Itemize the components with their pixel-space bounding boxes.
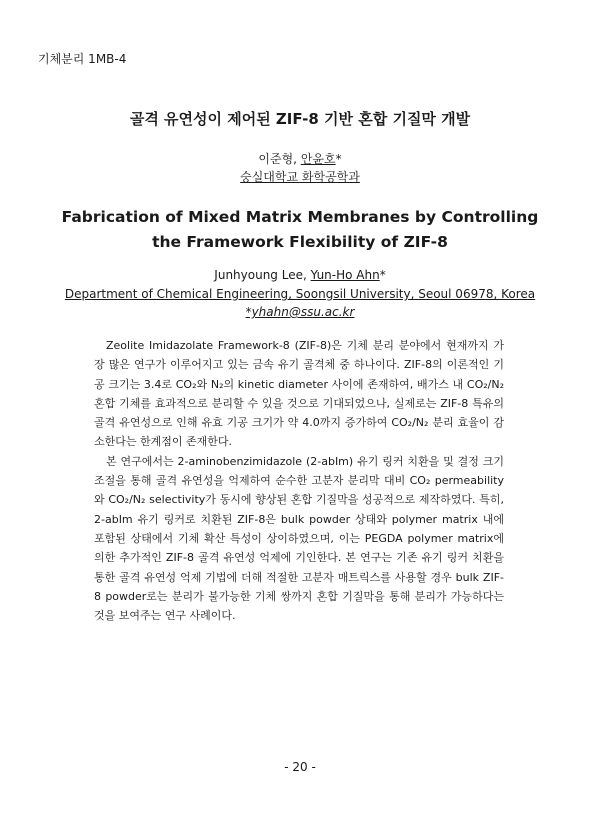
- authors-english: [0, 268, 600, 282]
- corresponding-mark-en: *: [379, 268, 386, 282]
- author-first-en: Junhyoung Lee,: [214, 268, 311, 282]
- title-english: Fabrication of Mixed Matrix Membranes by Controlling the Framework Flexibility of ZIF-8: [61, 208, 539, 251]
- authors-korean: [0, 150, 600, 168]
- affiliation-english-text: Department of Chemical Engineering, Soongsil University, Seoul 06978, Korea: [64, 287, 536, 301]
- title-korean: 골격 유연성이 제어된 ZIF-8 기반 혼합 기질막 개발: [129, 110, 471, 128]
- page-number: - 20 -: [284, 760, 316, 774]
- corresponding-mark-ko: *: [335, 152, 342, 166]
- affiliation-korean-text: 숭실대학교 화학공학과: [240, 170, 360, 184]
- affiliation-english: [0, 287, 600, 301]
- abstract-paragraph-2: 본 연구에서는 2-aminobenzimidazole (2-abIm) 유기 링커 치환을 및 결정 크기 조절을 통해 골격 유연성을 억제하여 순수한 고분자 분리막 대비 CO₂ permeability와 CO₂/N₂ selectivity가 동시에 향상된 혼합 기질막을 성공적으로 제작하였다. 특히, 2-abIm 유기 링커로 치환된 ZIF-8은 bulk powder 상태와 polymer matrix 내에 포함된 상태에서 기체 확산 특성이 상이하였으며, 이는 PEGDA polymer matrix에 의한 추가적인 ZIF-8 골격 유연성 억제에 기인한다. 본 연구는 기존 유기 링커 치환을 통한 골격 유연성 억제 기법에 더해 적절한 고분자 매트릭스를 사용할 경우 bulk ZIF-8 powder로는 분리가 불가능한 기체 쌍까지 혼합 기질막을 통해 분리가 가능하다는 것을 보여주는 연구 사례이다.: [94, 454, 504, 623]
- author-first-ko: 이준형,: [258, 152, 301, 166]
- session-code: 기체분리 1MB-4: [38, 52, 127, 66]
- email: [0, 305, 600, 319]
- affiliation-korean: [0, 168, 600, 185]
- author-corresponding-en: Yun-Ho Ahn: [310, 268, 380, 282]
- abstract-body: [94, 336, 504, 625]
- email-text: *yhahn@ssu.ac.kr: [245, 305, 355, 319]
- abstract-paragraph-1: Zeolite Imidazolate Framework-8 (ZIF-8)은 기체 분리 분야에서 현재까지 가장 많은 연구가 이루어지고 있는 금속 유기 골격체 중 하나이다. ZIF-8의 이론적인 기공 크기는 3.4로 CO₂와 N₂의 kinetic diameter 사이에 존재하여, 배가스 내 CO₂/N₂ 혼합 기체를 효과적으로 분리할 수 있을 것으로 기대되었으나, 실제로는 ZIF-8 특유의 골격 유연성으로 인해 유효 기공 크기가 약 4.0까지 증가하여 CO₂/N₂ 분리 효율이 감소한다는 한계점이 존재한다.: [94, 339, 504, 449]
- author-corresponding-ko: 안윤호: [300, 152, 336, 166]
